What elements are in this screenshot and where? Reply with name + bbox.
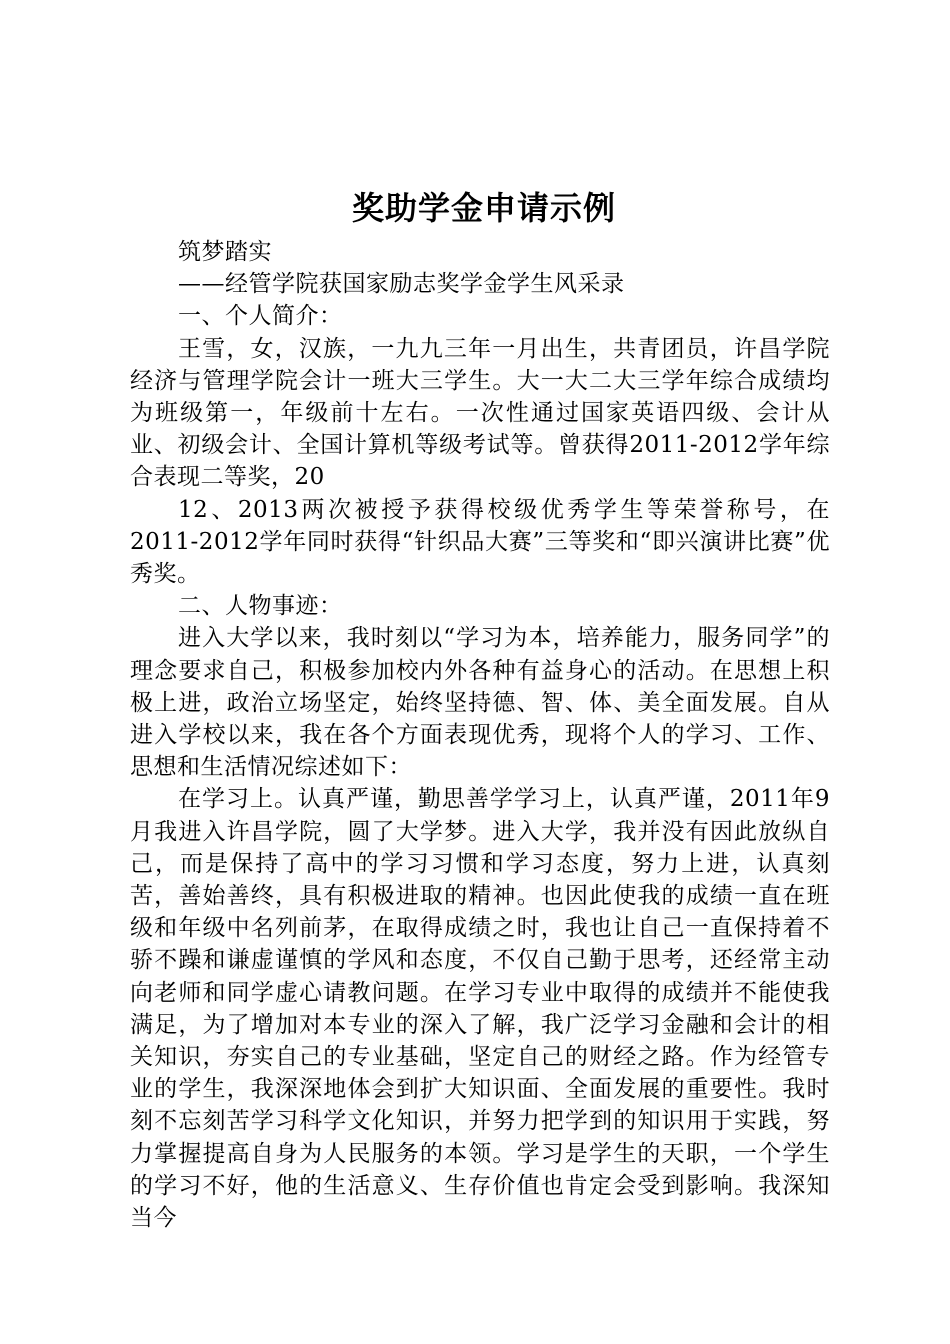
document-title: 奖助学金申请示例 xyxy=(351,189,616,227)
subtitle-dash-line: ——经管学院获国家励志奖学金学生风采录 xyxy=(178,271,625,298)
section-heading-deeds: 二、人物事迹： xyxy=(178,593,343,620)
paragraph-honors: 12、2013两次被授予获得校级优秀学生等荣誉称号，在2011-2012学年同时获得“针织品大赛”三等奖和“即兴演讲比赛”优秀奖。 xyxy=(130,496,830,588)
paragraph-profile: 王雪，女，汉族，一九九三年一月出生，共青团员，许昌学院经济与管理学院会计一班大三学生。大一大二大三学年综合成绩均为班级第一，年级前十左右。一次性通过国家英语四级、会计从业、初级会计、全国计算机等级考试等。曾获得2011-2012学年综合表现二等奖，20 xyxy=(130,335,830,491)
subtitle-line: 筑梦踏实 xyxy=(178,239,272,265)
section-heading-profile: 一、个人简介： xyxy=(178,303,343,330)
paragraph-study: 在学习上。认真严谨，勤思善学学习上，认真严谨，2011年9月我进入许昌学院，圆了大学梦。进入大学，我并没有因此放纵自己，而是保持了高中的学习习惯和学习态度，努力上进，认真刻苦，善始善终，具有积极进取的精神。也因此使我的成绩一直在班级和年级中名列前茅，在取得成绩之时，我也让自己一直保持着不骄不躁和谦虚谨慎的学风和态度，不仅自己勤于思考，还经常主动向老师和同学虚心请教问题。在学习专业中取得的成绩并不能使我满足，为了增加对本专业的深入了解，我广泛学习金融和会计的相关知识，夯实自己的专业基础，坚定自己的财经之路。作为经管专业的学生，我深深地体会到扩大知识面、全面发展的重要性。我时刻不忘刻苦学习科学文化知识，并努力把学到的知识用于实践，努力掌握提高自身为人民服务的本领。学习是学生的天职，一个学生的学习不好，他的生活意义、生存价值也肯定会受到影响。我深知当今 xyxy=(130,786,830,1232)
document-body xyxy=(130,180,830,1234)
paragraph-deeds-intro: 进入大学以来，我时刻以“学习为本，培养能力，服务同学”的理念要求自己，积极参加校内外各种有益身心的活动。在思想上积极上进，政治立场坚定，始终坚持德、智、体、美全面发展。自从进入学校以来，我在各个方面表现优秀，现将个人的学习、工作、思想和生活情况综述如下： xyxy=(130,625,830,781)
